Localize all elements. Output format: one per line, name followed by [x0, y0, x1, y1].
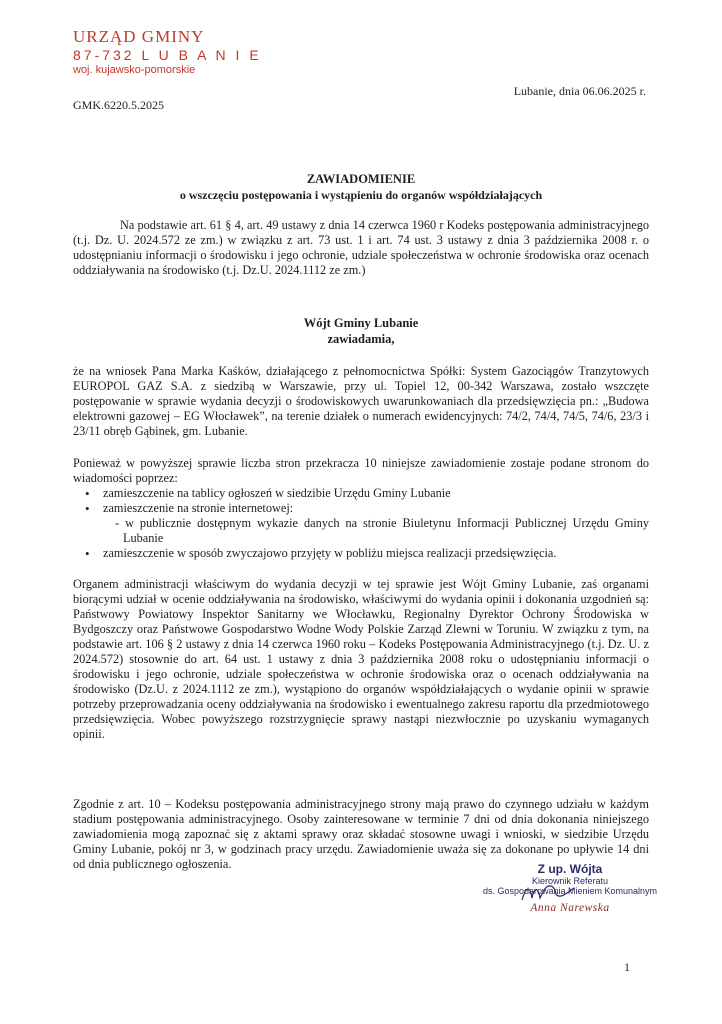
stamp-postal-address: 87-732 L U B A N I E — [73, 47, 262, 63]
handwritten-signature-icon — [518, 882, 578, 904]
place-date: Lubanie, dnia 06.06.2025 r. — [513, 84, 646, 98]
document-subtitle: o wszczęciu postępowania i wystąpieniu do organów współdziałających — [179, 188, 543, 202]
page-number: 1 — [624, 960, 630, 974]
announcement-verb: zawiadamia, — [327, 332, 395, 346]
signature-on-behalf: Z up. Wójta — [537, 862, 603, 876]
list-item — [73, 486, 649, 501]
reference-number: GMK.6220.5.2025 — [73, 98, 165, 112]
authority-name: Wójt Gminy Lubanie — [303, 316, 419, 330]
list-item — [73, 546, 649, 561]
notification-methods-list — [73, 486, 649, 561]
signatory-name: Anna Narewska — [530, 902, 610, 914]
stamp-office-name: URZĄD GMINY — [73, 27, 205, 46]
list-item-text: zamieszczenie w sposób zwyczajowo przyjęty w pobliżu miejsca realizacji przedsięwzięcia. — [103, 546, 557, 560]
office-stamp — [73, 27, 273, 77]
party-rights-paragraph: Zgodnie z art. 10 – Kodeksu postępowania administracyjnego strony mają prawo do czynnego udziału w każdym stadium postępowania administracyjnego. Osoby zainteresowane w terminie 7 dni od dnia dokonania niniejszego zawiadomienia mogą zapoznać się z aktami sprawy oraz składać stosowne uwagi i wnioski, w siedzibie Urzędu Gminy Lubanie, pokój nr 3, w godzinach pracy urzędu. Zawiadomienie uważa się za dokonane po upływie 14 dni od dnia publicznego ogłoszenia. — [73, 797, 649, 871]
list-item-text: zamieszczenie na stronie internetowej: — [103, 501, 294, 515]
signature-department: ds. Gospodarowania Mieniem Komunalnym — [482, 886, 658, 896]
notification-method-paragraph: Ponieważ w powyższej sprawie liczba stron przekracza 10 niniejsze zawiadomienie zostaje podane stronom do wiadomości poprzez: — [73, 456, 649, 485]
proceedings-paragraph: że na wniosek Pana Marka Kaśków, działającego z pełnomocnictwa Spółki: System Gazociągów Tranzytowych EUROPOL GAZ S.A. z siedzibą w Warszawie, przy ul. Topiel 12, 00-342 Warszawa, zostało wszczęte postępowanie w sprawie wydania decyzji o środowiskowych uwarunkowaniach dla przedsięwzięcia pn.: „Budowa elektrowni gazowej – EG Włocławek”, na terenie działek o numerach ewidencyjnych: 74/2, 74/4, 74/5, 74/6, 23/3 i 23/11 obręb Gąbinek, gm. Lubanie. — [73, 364, 649, 438]
stamp-voivodeship: woj. kujawsko-pomorskie — [73, 64, 196, 76]
legal-basis-paragraph: Na podstawie art. 61 § 4, art. 49 ustawy z dnia 14 czerwca 1960 r Kodeks postępowania administracyjnego (t.j. Dz. U. 2024.572 ze zm.) w związku z art. 73 ust. 1 i art. 74 ust. 3 ustawy z dnia 3 października 2008 r. o udostępnianiu informacji o środowisku i jego ochronie, udziale społeczeństwa w ochronie środowiska oraz ocenach oddziaływania na środowisko (t.j. Dz.U. 2024.1112 ze zm.) — [73, 218, 649, 277]
list-subitem: - w publicznie dostępnym wykazie danych na stronie Biuletynu Informacji Publicznej Urzędu Gminy Lubanie — [115, 516, 649, 545]
authorities-paragraph: Organem administracji właściwym do wydania decyzji w tej sprawie jest Wójt Gminy Lubanie, zaś organami biorącymi udział w ocenie oddziaływania na środowisko, właściwymi do wydania opinii i dokonania uzgodnień są: Państwowy Powiatowy Inspektor Sanitarny we Włocławku, Regionalny Dyrektor Ochrony Środowiska w Bydgoszczy oraz Państwowe Gospodarstwo Wodne Wody Polskie Zarząd Zlewni w Toruniu. W związku z tym, na podstawie art. 106 § 2 ustawy z dnia 14 czerwca 1960 roku – Kodeks Postępowania Administracyjnego (t.j. Dz. U. z 2024.572) stosownie do art. 64 ust. 1 ustawy z dnia 3 października 2008 roku o udostępnianiu informacji o środowisku i jego ochronie, udziale społeczeństwa w ochronie środowiska oraz o ocenach oddziaływania na środowisko (Dz.U. z 2024.1112 ze zm.), wystąpiono do organów współdziałających o wydanie opinii w sprawie potrzeby przeprowadzania oceny oddziaływania na środowisko i ewentualnego zakresu raportu dla przedmiotowego przedsięwzięcia. Wobec powyższego rozstrzygnięcie sprawy nastąpi niezwłocznie po uzyskaniu wymaganych opinii. — [73, 577, 649, 741]
document-title: ZAWIADOMIENIE — [306, 172, 416, 186]
list-item — [73, 501, 649, 546]
signature-position: Kierownik Referatu — [531, 876, 609, 886]
signature-block — [470, 862, 670, 914]
list-item-text: zamieszczenie na tablicy ogłoszeń w siedzibie Urzędu Gminy Lubanie — [103, 486, 451, 500]
